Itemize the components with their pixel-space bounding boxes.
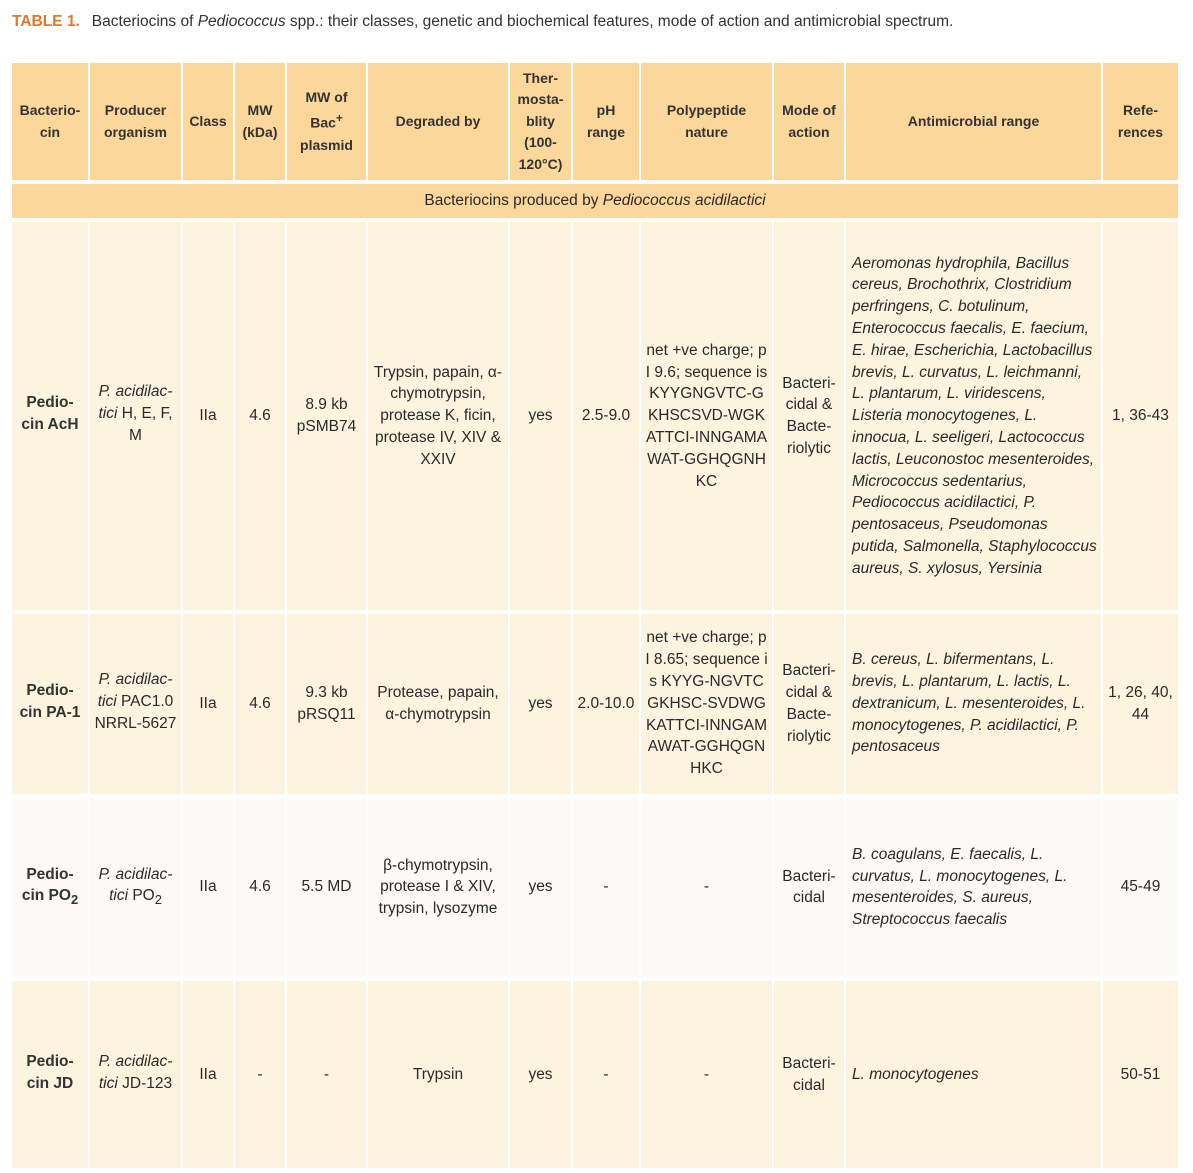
- header-row: [11, 63, 1179, 180]
- ph-cell: -: [572, 981, 640, 1168]
- references-cell: 45-49: [1102, 798, 1179, 978]
- mw-cell: -: [234, 981, 286, 1168]
- thermo-cell: yes: [509, 981, 572, 1168]
- thermo-cell: yes: [509, 222, 572, 610]
- table-row: [11, 981, 1179, 1168]
- col-header-polypeptide: Polypeptide nature: [640, 63, 773, 180]
- caption-text-a: Bacteriocins of: [91, 13, 198, 30]
- producer-organism: P. acidilac-tici H, E, F, M: [89, 222, 182, 610]
- thermo-cell: yes: [509, 798, 572, 978]
- degraded-cell: β-chymotrypsin, protease I & XIV, trypsin, lysozyme: [367, 798, 509, 978]
- col-header-class: Class: [182, 63, 234, 180]
- col-header-bacteriocin: Bacterio-cin: [11, 63, 89, 180]
- table-row: [11, 614, 1179, 794]
- mw-cell: 4.6: [234, 798, 286, 978]
- caption-text-b: spp.: their classes, genetic and biochemical features, mode of action and antimicrobial spectrum.: [285, 13, 954, 30]
- references-cell: 1, 26, 40, 44: [1102, 614, 1179, 794]
- references-cell: 50-51: [1102, 981, 1179, 1168]
- bacteriocin-name: Pedio-cin $PO_2$: [11, 798, 89, 978]
- plasmid-cell: -: [286, 981, 367, 1168]
- mode-cell: Bacteri-cidal: [773, 981, 845, 1168]
- producer-organism: P. acidilac-tici JD-123: [89, 981, 182, 1168]
- mw-cell: 4.6: [234, 614, 286, 794]
- mode-cell: Bacteri-cidal & Bacte-riolytic: [773, 222, 845, 610]
- plasmid-cell: 8.9 kb pSMB74: [286, 222, 367, 610]
- polypeptide-cell: net +ve charge; pI 9.6; sequence is KYYGNGVTC-GKHSCSVD-WGKATTCI-INNGAMAWAT-GGHQGNHKC: [640, 222, 773, 610]
- table-caption: [12, 13, 953, 31]
- mw-cell: 4.6: [234, 222, 286, 610]
- table-row: [11, 222, 1179, 610]
- bacteriocin-name: Pedio-cin JD: [11, 981, 89, 1168]
- class-cell: IIa: [182, 614, 234, 794]
- plasmid-cell: 5.5 MD: [286, 798, 367, 978]
- bacteriocin-name: Pedio-cin AcH: [11, 222, 89, 610]
- polypeptide-cell: -: [640, 798, 773, 978]
- col-header-mw: MW (kDa): [234, 63, 286, 180]
- degraded-cell: Trypsin: [367, 981, 509, 1168]
- references-cell: 1, 36-43: [1102, 222, 1179, 610]
- col-header-references: Refe-rences: [1102, 63, 1179, 180]
- table-label: TABLE 1.: [12, 13, 80, 30]
- antimicrobial-cell: B. cereus, L. bifermentans, L. brevis, L. plantarum, L. lactis, L. dextranicum, L. mesenteroides, L. monocytogenes, P. acidilactici, P. pentosaceus: [845, 614, 1102, 794]
- col-header-thermostability: Ther-mosta-blity (100-120°C): [509, 63, 572, 180]
- plasmid-cell: 9.3 kb pRSQ11: [286, 614, 367, 794]
- col-header-degraded: Degraded by: [367, 63, 509, 180]
- bacteriocin-name: Pedio-cin PA-1: [11, 614, 89, 794]
- ph-cell: 2.0-10.0: [572, 614, 640, 794]
- antimicrobial-cell: Aeromonas hydrophila, Bacillus cereus, Brochothrix, Clostridium perfringens, C. botulinum, Enterococcus faecalis, E. faecium, E. hirae, Escherichia, Lactobacillus brevis, L. curvatus, L. leichmanni, L. plantarum, L. viridescens, Listeria monocytogenes, L. innocua, L. seeligeri, Lactococcus lactis, Leuconostoc mesenteroides, Micrococcus sedentarius, Pediococcus acidilactici, P. pentosaceus, Pseudomonas putida, Salmonella, Staphylococcus aureus, S. xylosus, Yersinia: [845, 222, 1102, 610]
- polypeptide-cell: -: [640, 981, 773, 1168]
- degraded-cell: Trypsin, papain, α-chymotrypsin, protease K, ficin, protease IV, XIV & XXIV: [367, 222, 509, 610]
- col-header-mode: Mode of action: [773, 63, 845, 180]
- antimicrobial-cell: B. coagulans, E. faecalis, L. curvatus, L. monocytogenes, L. mesenteroides, S. aureus, Streptococcus faecalis: [845, 798, 1102, 978]
- degraded-cell: Protease, papain, α-chymotrypsin: [367, 614, 509, 794]
- mode-cell: Bacteri-cidal & Bacte-riolytic: [773, 614, 845, 794]
- section-row: [11, 184, 1179, 218]
- class-cell: IIa: [182, 981, 234, 1168]
- col-header-plasmid: MW of Bac+ plasmid: [286, 63, 367, 180]
- producer-organism: P. acidilac-tici $PO_2$: [89, 798, 182, 978]
- section-title: Bacteriocins produced by Pediococcus acidilactici: [11, 184, 1179, 218]
- col-header-antimicrobial: Antimicrobial range: [845, 63, 1102, 180]
- class-cell: IIa: [182, 798, 234, 978]
- producer-organism: P. acidilac-tici PAC1.0 NRRL-5627: [89, 614, 182, 794]
- thermo-cell: yes: [509, 614, 572, 794]
- antimicrobial-cell: L. monocytogenes: [845, 981, 1102, 1168]
- table-row: [11, 798, 1179, 978]
- mode-cell: Bacteri-cidal: [773, 798, 845, 978]
- col-header-ph: pH range: [572, 63, 640, 180]
- col-header-producer: Producer organism: [89, 63, 182, 180]
- bacteriocin-table: [10, 63, 1180, 1168]
- caption-genus: Pediococcus: [197, 13, 286, 30]
- ph-cell: 2.5-9.0: [572, 222, 640, 610]
- class-cell: IIa: [182, 222, 234, 610]
- polypeptide-cell: net +ve charge; pI 8.65; sequence is KYYG-NGVTCGKHSC-SVDWGKATTCI-INNGAMAWAT-GGHQGNHKC: [640, 614, 773, 794]
- ph-cell: -: [572, 798, 640, 978]
